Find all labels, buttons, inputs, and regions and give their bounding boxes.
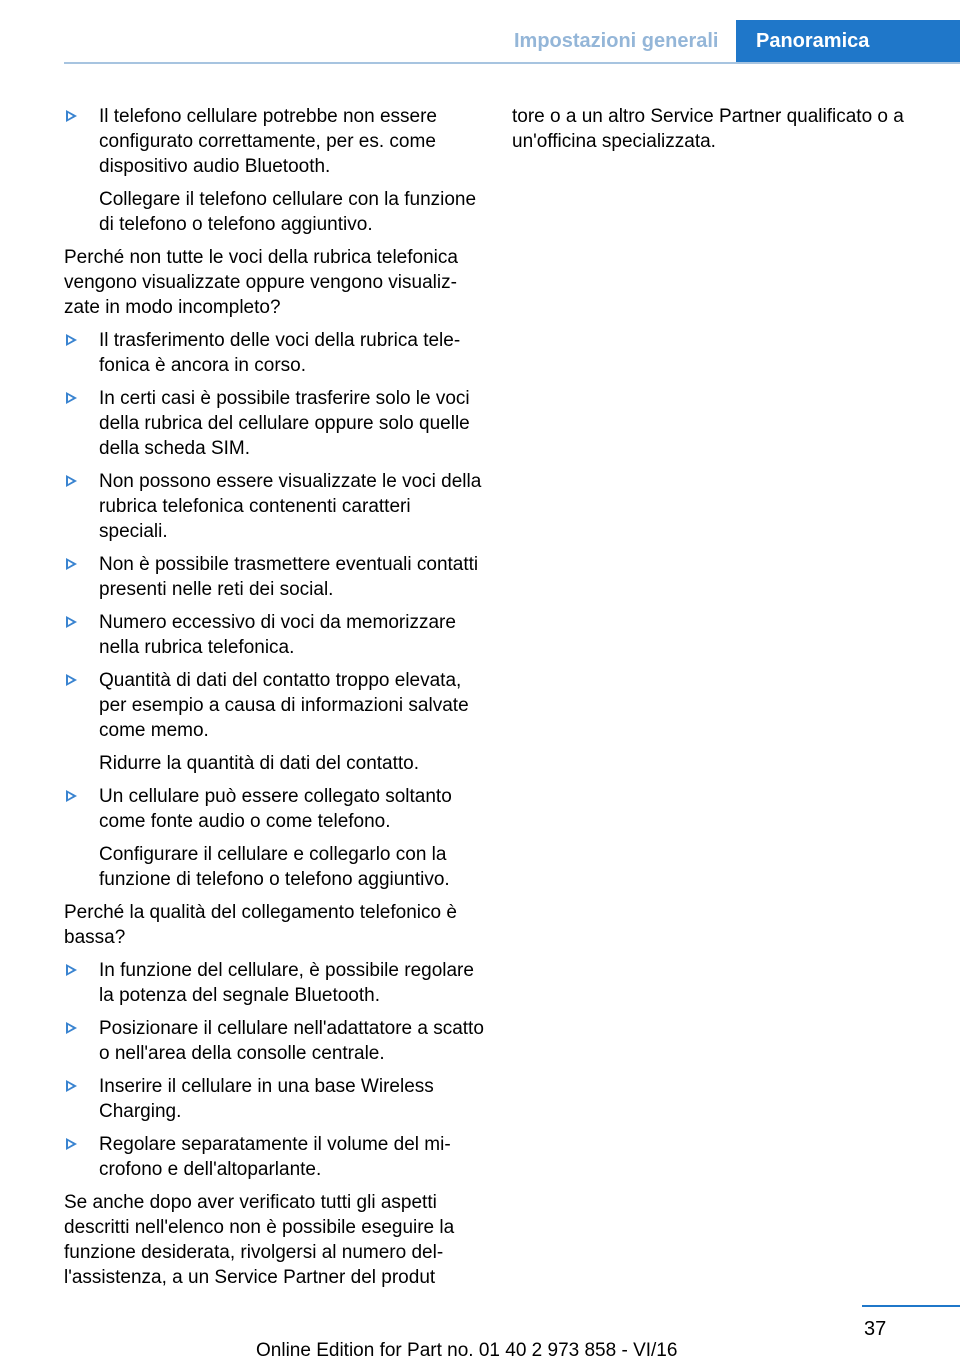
bullet-triangle-icon bbox=[66, 1138, 77, 1150]
list-item bbox=[64, 1074, 484, 1124]
header-chapter-tab: Panoramica bbox=[736, 20, 960, 62]
list-item bbox=[64, 1132, 484, 1182]
list-item bbox=[64, 610, 484, 660]
list-item-text: Quantità di dati del contatto troppo elevata, per esempio a causa di informazioni salvate come memo. bbox=[99, 670, 469, 741]
bullet-triangle-icon bbox=[66, 475, 77, 487]
header-rule bbox=[64, 62, 960, 64]
list-item bbox=[64, 104, 484, 179]
bullet-triangle-icon bbox=[66, 392, 77, 404]
list-item-text: Inserire il cellulare in una base Wireless Charging. bbox=[99, 1076, 434, 1122]
bullet-triangle-icon bbox=[66, 964, 77, 976]
list-item-text: Regolare separatamente il volume del microfono e dell'altoparlante. bbox=[99, 1134, 451, 1180]
list-item bbox=[64, 668, 484, 743]
bullet-triangle-icon bbox=[66, 1022, 77, 1034]
bullet-triangle-icon bbox=[66, 334, 77, 346]
bullet-triangle-icon bbox=[66, 558, 77, 570]
list-item bbox=[64, 958, 484, 1008]
bullet-triangle-icon bbox=[66, 1080, 77, 1092]
page-number: 37 bbox=[864, 1318, 887, 1340]
list-item-text: Il trasferimento delle voci della rubrica telefonica è ancora in corso. bbox=[99, 330, 461, 376]
bullet-triangle-icon bbox=[66, 790, 77, 802]
question-heading: Perché la qualità del collegamento telefonico è bassa? bbox=[64, 902, 457, 948]
right-column bbox=[512, 104, 932, 162]
bullet-triangle-icon bbox=[66, 110, 77, 122]
list-item-text: Numero eccessivo di voci da memorizzare nella rubrica telefonica. bbox=[99, 612, 456, 658]
edition-footer: Online Edition for Part no. 01 40 2 973 858 - VI/16 bbox=[256, 1340, 678, 1361]
bullet-triangle-icon bbox=[66, 674, 77, 686]
list-item-text: Non possono essere visualizzate le voci della rubrica telefonica contenenti caratteri speciali. bbox=[99, 471, 482, 542]
list-item-text: In certi casi è possibile trasferire solo le voci della rubrica del cellulare oppure solo quelle della scheda SIM. bbox=[99, 388, 470, 459]
list-item-text: Non è possibile trasmettere eventuali contatti presenti nelle reti dei social. bbox=[99, 554, 479, 600]
list-item bbox=[64, 328, 484, 378]
list-item-note: Ridurre la quantità di dati del contatto. bbox=[99, 753, 420, 774]
list-item bbox=[64, 386, 484, 461]
continuation-paragraph: tore o a un altro Service Partner qualificato o a un'officina specializzata. bbox=[512, 106, 904, 152]
list-item bbox=[64, 552, 484, 602]
list-item bbox=[64, 469, 484, 544]
closing-paragraph: Se anche dopo aver verificato tutti gli aspetti descritti nell'elenco non è possibile eseguire la funzione desiderata, rivolgersi al numero dell'assistenza, a un Service Partner del produt bbox=[64, 1192, 455, 1288]
list-item bbox=[64, 1016, 484, 1066]
header-section-title: Impostazioni generali bbox=[514, 30, 719, 52]
list-item-text: Il telefono cellulare potrebbe non essere configurato correttamente, per es. come dispositivo audio Bluetooth. bbox=[99, 106, 438, 177]
left-column bbox=[64, 104, 484, 1298]
list-item-text: Posizionare il cellulare nell'adattatore a scatto o nell'area della consolle centrale. bbox=[99, 1018, 484, 1064]
list-item bbox=[64, 784, 484, 834]
list-item-text: Un cellulare può essere collegato soltanto come fonte audio o come telefono. bbox=[99, 786, 452, 832]
list-item-note: Configurare il cellulare e collegarlo con la funzione di telefono o telefono aggiuntivo. bbox=[99, 844, 450, 890]
bullet-triangle-icon bbox=[66, 616, 77, 628]
list-item-text: In funzione del cellulare, è possibile regolare la potenza del segnale Bluetooth. bbox=[99, 960, 474, 1006]
footer-rule bbox=[862, 1305, 960, 1307]
question-heading: Perché non tutte le voci della rubrica telefonica vengono visualizzate oppure vengono visualizzate in modo incompleto? bbox=[64, 247, 458, 318]
list-item-note: Collegare il telefono cellulare con la funzione di telefono o telefono aggiuntivo. bbox=[99, 189, 477, 235]
